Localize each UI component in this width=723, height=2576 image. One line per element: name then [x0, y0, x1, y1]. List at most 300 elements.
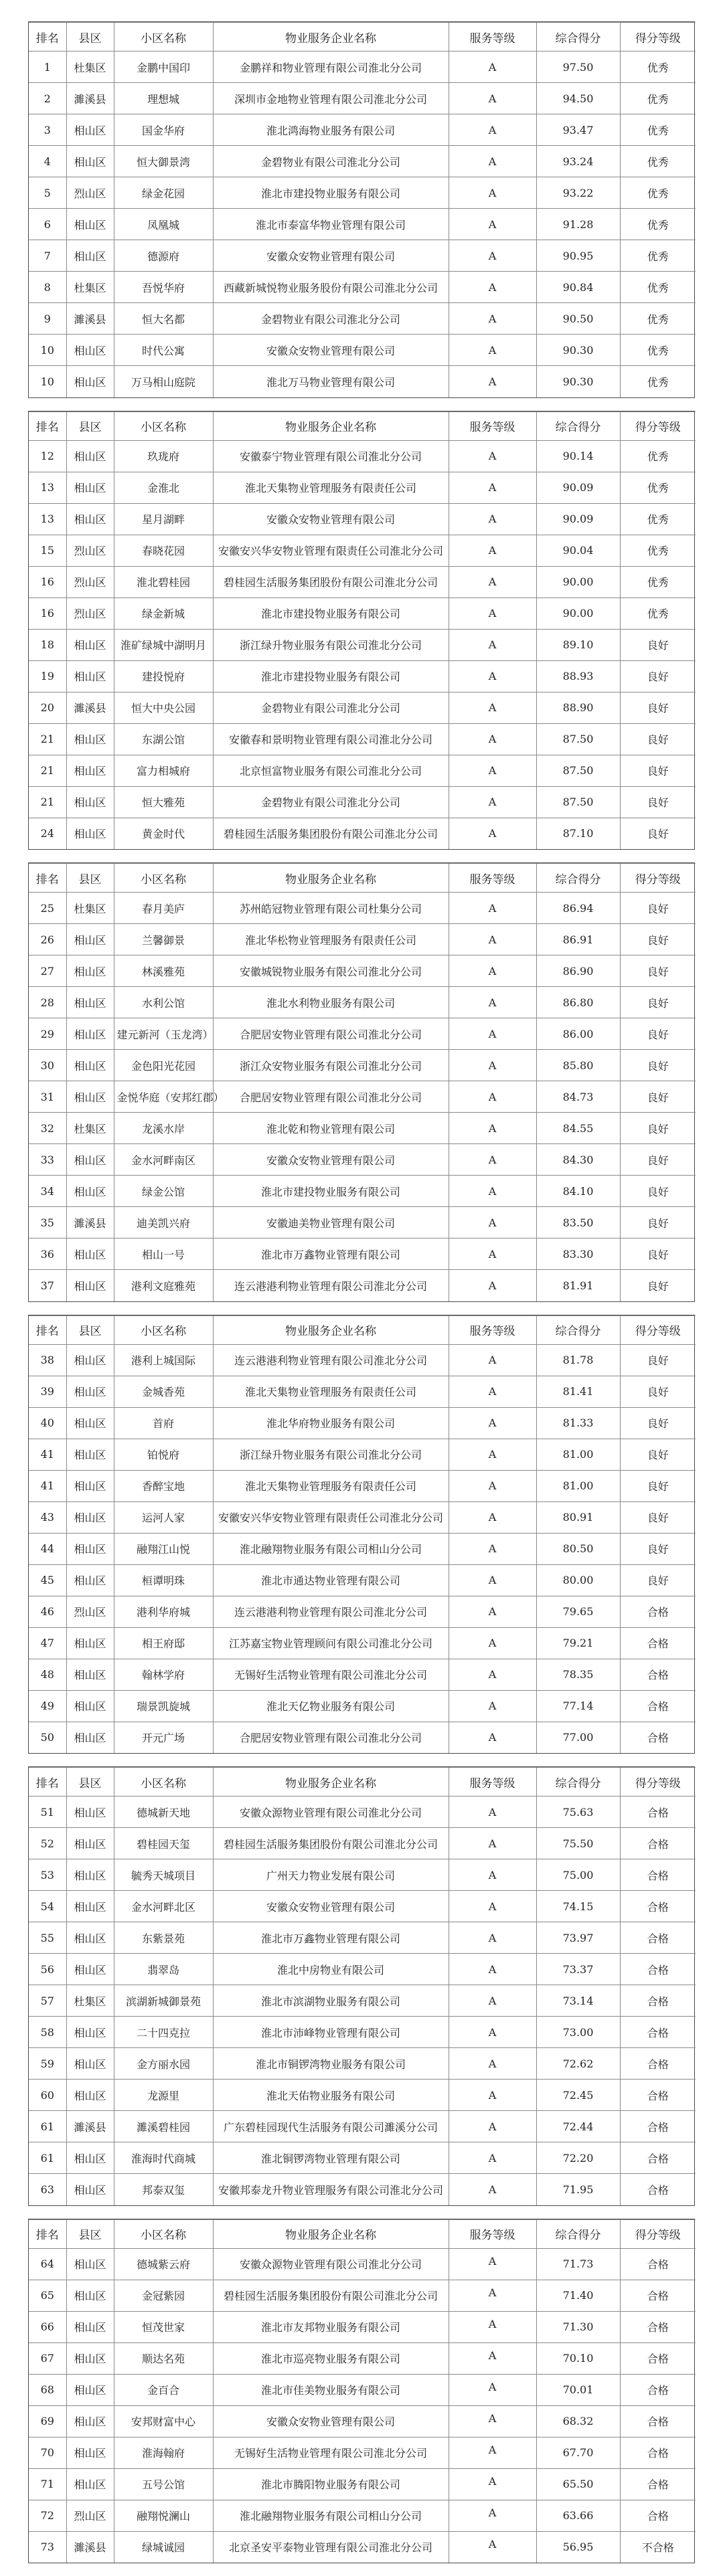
rank-cell: 26 — [29, 924, 66, 955]
property-company-cell: 安徽邦泰龙升物业管理服务有限公司淮北分公司 — [213, 2174, 449, 2205]
table-row — [29, 629, 696, 660]
community-name-cell: 恒茂世家 — [114, 2311, 213, 2342]
score-cell: 73.00 — [536, 2017, 620, 2048]
table-row — [29, 2437, 696, 2468]
community-name-cell: 春晓花园 — [114, 535, 213, 566]
community-name-cell: 德源府 — [114, 240, 213, 272]
table-row — [29, 1470, 696, 1501]
grade-cell: 合格 — [620, 2111, 696, 2142]
property-company-cell: 合肥居安物业管理有限公司淮北分公司 — [213, 1018, 449, 1050]
table-row — [29, 1376, 696, 1407]
district-cell: 相山区 — [66, 146, 114, 177]
grade-cell: 良好 — [620, 755, 696, 786]
district-cell: 相山区 — [66, 723, 114, 755]
service-level-cell: A — [449, 2048, 536, 2080]
score-cell: 87.50 — [536, 786, 620, 818]
score-cell: 70.10 — [536, 2342, 620, 2374]
header-community-name: 小区名称 — [114, 1768, 213, 1797]
service-level-cell: A — [449, 1081, 536, 1113]
community-name-cell: 恒大中央公园 — [114, 692, 213, 723]
header-community-name: 小区名称 — [114, 864, 213, 893]
service-level-cell: A — [449, 472, 536, 503]
ranking-table — [29, 863, 696, 1301]
rank-cell: 12 — [29, 440, 66, 472]
property-company-cell: 淮北市建投物业服务有限公司 — [213, 177, 449, 209]
service-level-cell: A — [449, 1690, 536, 1722]
header-grade: 得分等级 — [620, 1768, 696, 1797]
community-name-cell: 金百合 — [114, 2374, 213, 2405]
district-cell: 濉溪县 — [66, 2111, 114, 2142]
grade-cell: 优秀 — [620, 566, 696, 597]
district-cell: 相山区 — [66, 1238, 114, 1270]
grade-cell: 良好 — [620, 660, 696, 692]
property-company-cell: 安徽众安物业管理有限公司 — [213, 335, 449, 366]
property-company-cell: 淮北天集物业管理服务有限责任公司 — [213, 1470, 449, 1501]
property-company-cell: 金鹏祥和物业管理有限公司淮北分公司 — [213, 52, 449, 83]
table-row — [29, 755, 696, 786]
grade-cell: 优秀 — [620, 440, 696, 472]
district-cell: 相山区 — [66, 440, 114, 472]
service-level-cell: A — [449, 52, 536, 83]
community-name-cell: 黄金时代 — [114, 818, 213, 849]
community-name-cell: 迪美凯兴府 — [114, 1207, 213, 1238]
property-company-cell: 淮北天亿物业服务有限公司 — [213, 1690, 449, 1722]
score-cell: 87.10 — [536, 818, 620, 849]
score-cell: 72.62 — [536, 2048, 620, 2080]
rank-cell: 32 — [29, 1113, 66, 1144]
district-cell: 相山区 — [66, 1470, 114, 1501]
table-row — [29, 1144, 696, 1176]
score-cell: 67.70 — [536, 2437, 620, 2468]
property-company-cell: 安徽众源物业管理有限公司淮北分公司 — [213, 2248, 449, 2280]
service-level-cell: A — [449, 692, 536, 723]
district-cell: 相山区 — [66, 1564, 114, 1596]
community-name-cell: 星月湖畔 — [114, 503, 213, 535]
service-level-cell: A — [449, 2308, 536, 2340]
district-cell: 相山区 — [66, 1533, 114, 1564]
service-level-cell: A — [449, 1659, 536, 1690]
service-level-cell: A — [449, 1407, 536, 1439]
rank-cell: 64 — [29, 2248, 66, 2280]
district-cell: 相山区 — [66, 209, 114, 240]
property-company-cell: 淮北市腾阳物业服务有限公司 — [213, 2468, 449, 2500]
grade-cell: 合格 — [620, 1828, 696, 1859]
community-name-cell: 安邦财富中心 — [114, 2405, 213, 2437]
table-section — [28, 862, 695, 1302]
grade-cell: 合格 — [620, 2248, 696, 2280]
rank-cell: 73 — [29, 2531, 66, 2563]
table-row — [29, 924, 696, 955]
service-level-cell: A — [449, 597, 536, 629]
property-company-cell: 安徽安兴华安物业管理有限责任公司淮北分公司 — [213, 535, 449, 566]
service-level-cell: A — [449, 303, 536, 335]
community-name-cell: 融翔悦澜山 — [114, 2500, 213, 2531]
service-level-cell: A — [449, 786, 536, 818]
service-level-cell: A — [449, 1828, 536, 1859]
district-cell: 相山区 — [66, 2437, 114, 2468]
grade-cell: 优秀 — [620, 83, 696, 114]
district-cell: 杜集区 — [66, 1113, 114, 1144]
community-name-cell: 港利上城国际 — [114, 1344, 213, 1376]
table-row — [29, 1018, 696, 1050]
table-row — [29, 2531, 696, 2563]
district-cell: 相山区 — [66, 2374, 114, 2405]
grade-cell: 良好 — [620, 987, 696, 1018]
table-row — [29, 535, 696, 566]
table-row — [29, 2311, 696, 2342]
score-cell: 94.50 — [536, 83, 620, 114]
district-cell: 杜集区 — [66, 1985, 114, 2017]
table-row — [29, 1564, 696, 1596]
rank-cell: 9 — [29, 303, 66, 335]
property-company-cell: 淮北市佳美物业服务有限公司 — [213, 2374, 449, 2405]
district-cell: 相山区 — [66, 1828, 114, 1859]
header-score: 综合得分 — [536, 1768, 620, 1797]
header-district: 县区 — [66, 411, 114, 440]
district-cell: 濉溪县 — [66, 1207, 114, 1238]
grade-cell: 合格 — [620, 2468, 696, 2500]
service-level-cell: A — [449, 2434, 536, 2466]
table-row — [29, 1207, 696, 1238]
district-cell: 相山区 — [66, 1859, 114, 1891]
service-level-cell: A — [449, 1439, 536, 1470]
rank-cell: 13 — [29, 472, 66, 503]
community-name-cell: 金悦华庭（安邦红郡） — [114, 1081, 213, 1113]
header-grade: 得分等级 — [620, 864, 696, 893]
table-row — [29, 2017, 696, 2048]
score-cell: 79.65 — [536, 1596, 620, 1627]
community-name-cell: 绿金花园 — [114, 177, 213, 209]
grade-cell: 良好 — [620, 818, 696, 849]
service-level-cell: A — [449, 177, 536, 209]
table-row — [29, 818, 696, 849]
header-district: 县区 — [66, 1315, 114, 1344]
district-cell: 烈山区 — [66, 535, 114, 566]
service-level-cell: A — [449, 1376, 536, 1407]
district-cell: 相山区 — [66, 2142, 114, 2174]
service-level-cell: A — [449, 2466, 536, 2497]
table-row — [29, 1627, 696, 1659]
district-cell: 相山区 — [66, 924, 114, 955]
table-row — [29, 2500, 696, 2531]
service-level-cell: A — [449, 924, 536, 955]
ranking-table — [29, 411, 696, 850]
grade-cell: 合格 — [620, 2500, 696, 2531]
table-row — [29, 272, 696, 303]
score-cell: 73.37 — [536, 1954, 620, 1985]
grade-cell: 优秀 — [620, 146, 696, 177]
property-company-cell: 淮北市建投物业服务有限公司 — [213, 597, 449, 629]
table-row — [29, 2468, 696, 2500]
table-row — [29, 1690, 696, 1722]
grade-cell: 合格 — [620, 1891, 696, 1922]
ranking-table — [29, 2219, 696, 2563]
district-cell: 相山区 — [66, 755, 114, 786]
header-rank: 排名 — [29, 2219, 66, 2248]
table-row — [29, 52, 696, 83]
score-cell: 90.00 — [536, 597, 620, 629]
district-cell: 相山区 — [66, 1344, 114, 1376]
property-company-cell: 金碧物业有限公司淮北分公司 — [213, 692, 449, 723]
score-cell: 90.09 — [536, 472, 620, 503]
property-company-cell: 碧桂园生活服务集团股份有限公司淮北分公司 — [213, 818, 449, 849]
rank-cell: 21 — [29, 723, 66, 755]
grade-cell: 良好 — [620, 1407, 696, 1439]
score-cell: 81.41 — [536, 1376, 620, 1407]
grade-cell: 优秀 — [620, 52, 696, 83]
rank-cell: 20 — [29, 692, 66, 723]
property-company-cell: 无锡好生活物业管理有限公司淮北分公司 — [213, 2437, 449, 2468]
score-cell: 78.35 — [536, 1659, 620, 1690]
community-name-cell: 香醉宝地 — [114, 1470, 213, 1501]
score-cell: 68.32 — [536, 2405, 620, 2437]
rank-cell: 59 — [29, 2048, 66, 2080]
property-company-cell: 安徽城锐物业服务有限公司淮北分公司 — [213, 955, 449, 987]
score-cell: 90.84 — [536, 272, 620, 303]
rank-cell: 50 — [29, 1722, 66, 1753]
table-row — [29, 1439, 696, 1470]
service-level-cell: A — [449, 440, 536, 472]
rank-cell: 16 — [29, 566, 66, 597]
header-district: 县区 — [66, 2219, 114, 2248]
score-cell: 90.14 — [536, 440, 620, 472]
property-company-cell: 淮北市建投物业服务有限公司 — [213, 1176, 449, 1207]
rank-cell: 41 — [29, 1470, 66, 1501]
property-company-cell: 碧桂园生活服务集团股份有限公司淮北分公司 — [213, 1828, 449, 1859]
community-name-cell: 相王府邸 — [114, 1627, 213, 1659]
rank-cell: 10 — [29, 335, 66, 366]
service-level-cell: A — [449, 1176, 536, 1207]
table-row — [29, 1344, 696, 1376]
rank-cell: 69 — [29, 2405, 66, 2437]
property-company-cell: 合肥居安物业管理有限公司淮北分公司 — [213, 1722, 449, 1753]
table-row — [29, 472, 696, 503]
district-cell: 相山区 — [66, 786, 114, 818]
table-row — [29, 2080, 696, 2111]
score-cell: 84.30 — [536, 1144, 620, 1176]
grade-cell: 合格 — [620, 2174, 696, 2205]
community-name-cell: 万马相山庭院 — [114, 366, 213, 397]
score-cell: 91.28 — [536, 209, 620, 240]
table-row — [29, 660, 696, 692]
table-row — [29, 2405, 696, 2437]
score-cell: 65.50 — [536, 2468, 620, 2500]
district-cell: 相山区 — [66, 2405, 114, 2437]
rank-cell: 55 — [29, 1922, 66, 1954]
grade-cell: 优秀 — [620, 503, 696, 535]
rank-cell: 21 — [29, 786, 66, 818]
score-cell: 89.10 — [536, 629, 620, 660]
service-level-cell: A — [449, 2497, 536, 2528]
rank-cell: 30 — [29, 1050, 66, 1081]
header-community-name: 小区名称 — [114, 1315, 213, 1344]
header-rank: 排名 — [29, 411, 66, 440]
service-level-cell: A — [449, 755, 536, 786]
district-cell: 相山区 — [66, 2080, 114, 2111]
community-name-cell: 顺达名苑 — [114, 2342, 213, 2374]
rank-cell: 4 — [29, 146, 66, 177]
service-level-cell: A — [449, 566, 536, 597]
score-cell: 88.90 — [536, 692, 620, 723]
grade-cell: 合格 — [620, 2280, 696, 2311]
grade-cell: 优秀 — [620, 303, 696, 335]
community-name-cell: 玖珑府 — [114, 440, 213, 472]
score-cell: 75.63 — [536, 1797, 620, 1828]
score-cell: 70.01 — [536, 2374, 620, 2405]
district-cell: 相山区 — [66, 1144, 114, 1176]
score-cell: 97.50 — [536, 52, 620, 83]
district-cell: 相山区 — [66, 2174, 114, 2205]
rank-cell: 8 — [29, 272, 66, 303]
score-cell: 84.10 — [536, 1176, 620, 1207]
service-level-cell: A — [449, 1627, 536, 1659]
community-name-cell: 淮矿绿城中湖明月 — [114, 629, 213, 660]
ranking-document — [28, 21, 695, 2576]
rank-cell: 57 — [29, 1985, 66, 2017]
table-row — [29, 1859, 696, 1891]
rank-cell: 61 — [29, 2111, 66, 2142]
header-district: 县区 — [66, 1768, 114, 1797]
community-name-cell: 建投悦府 — [114, 660, 213, 692]
service-level-cell: A — [449, 987, 536, 1018]
district-cell: 相山区 — [66, 1176, 114, 1207]
rank-cell: 13 — [29, 503, 66, 535]
property-company-cell: 江苏嘉宝物业管理顾问有限公司淮北分公司 — [213, 1627, 449, 1659]
service-level-cell: A — [449, 660, 536, 692]
community-name-cell: 濉溪碧桂园 — [114, 2111, 213, 2142]
rank-cell: 56 — [29, 1954, 66, 1985]
grade-cell: 良好 — [620, 1176, 696, 1207]
grade-cell: 合格 — [620, 2374, 696, 2405]
rank-cell: 51 — [29, 1797, 66, 1828]
grade-cell: 合格 — [620, 1690, 696, 1722]
rank-cell: 68 — [29, 2374, 66, 2405]
rank-cell: 49 — [29, 1690, 66, 1722]
property-company-cell: 安徽安兴华安物业管理有限责任公司淮北分公司 — [213, 1501, 449, 1533]
community-name-cell: 东紫景苑 — [114, 1922, 213, 1954]
grade-cell: 合格 — [620, 2311, 696, 2342]
score-cell: 90.50 — [536, 303, 620, 335]
grade-cell: 合格 — [620, 1859, 696, 1891]
score-cell: 90.09 — [536, 503, 620, 535]
score-cell: 74.15 — [536, 1891, 620, 1922]
district-cell: 烈山区 — [66, 177, 114, 209]
table-row — [29, 1270, 696, 1301]
property-company-cell: 淮北市万鑫物业管理有限公司 — [213, 1922, 449, 1954]
rank-cell: 5 — [29, 177, 66, 209]
community-name-cell: 龙溪水岸 — [114, 1113, 213, 1144]
rank-cell: 38 — [29, 1344, 66, 1376]
rank-cell: 1 — [29, 52, 66, 83]
table-row — [29, 2174, 696, 2205]
property-company-cell: 淮北市友邦物业服务有限公司 — [213, 2311, 449, 2342]
grade-cell: 优秀 — [620, 240, 696, 272]
service-level-cell: A — [449, 335, 536, 366]
service-level-cell: A — [449, 1344, 536, 1376]
header-score: 综合得分 — [536, 1315, 620, 1344]
header-grade: 得分等级 — [620, 2219, 696, 2248]
community-name-cell: 金淮北 — [114, 472, 213, 503]
community-name-cell: 淮海时代商城 — [114, 2142, 213, 2174]
table-row — [29, 1797, 696, 1828]
grade-cell: 合格 — [620, 1659, 696, 1690]
table-section — [28, 21, 695, 398]
property-company-cell: 碧桂园生活服务集团股份有限公司淮北分公司 — [213, 566, 449, 597]
grade-cell: 优秀 — [620, 535, 696, 566]
property-company-cell: 安徽众安物业管理有限公司 — [213, 240, 449, 272]
property-company-cell: 淮北天佑物业服务有限公司 — [213, 2080, 449, 2111]
community-name-cell: 建元新河（玉龙湾） — [114, 1018, 213, 1050]
community-name-cell: 金冠紫园 — [114, 2280, 213, 2311]
grade-cell: 良好 — [620, 786, 696, 818]
service-level-cell: A — [449, 723, 536, 755]
rank-cell: 67 — [29, 2342, 66, 2374]
rank-cell: 7 — [29, 240, 66, 272]
service-level-cell: A — [449, 2277, 536, 2308]
header-service-level: 服务等级 — [449, 23, 536, 52]
district-cell: 相山区 — [66, 366, 114, 397]
score-cell: 81.00 — [536, 1439, 620, 1470]
district-cell: 相山区 — [66, 1376, 114, 1407]
rank-cell: 25 — [29, 893, 66, 924]
property-company-cell: 淮北鸿海物业服务有限公司 — [213, 114, 449, 146]
score-cell: 71.73 — [536, 2248, 620, 2280]
rank-cell: 35 — [29, 1207, 66, 1238]
table-row — [29, 146, 696, 177]
service-level-cell: A — [449, 2142, 536, 2174]
rank-cell: 48 — [29, 1659, 66, 1690]
rank-cell: 6 — [29, 209, 66, 240]
property-company-cell: 无锡好生活物业管理有限公司淮北分公司 — [213, 1659, 449, 1690]
table-section — [28, 1315, 695, 1754]
district-cell: 相山区 — [66, 955, 114, 987]
district-cell: 相山区 — [66, 629, 114, 660]
community-name-cell: 东湖公馆 — [114, 723, 213, 755]
service-level-cell: A — [449, 366, 536, 397]
rank-cell: 41 — [29, 1439, 66, 1470]
table-row — [29, 240, 696, 272]
grade-cell: 合格 — [620, 2437, 696, 2468]
ranking-table — [29, 1315, 696, 1754]
grade-cell: 良好 — [620, 1344, 696, 1376]
grade-cell: 合格 — [620, 2048, 696, 2080]
table-row — [29, 1828, 696, 1859]
grade-cell: 良好 — [620, 1533, 696, 1564]
community-name-cell: 恒大雅苑 — [114, 786, 213, 818]
community-name-cell: 港利文庭雅苑 — [114, 1270, 213, 1301]
service-level-cell: A — [449, 209, 536, 240]
service-level-cell: A — [449, 818, 536, 849]
score-cell: 72.20 — [536, 2142, 620, 2174]
grade-cell: 优秀 — [620, 114, 696, 146]
property-company-cell: 北京圣安平泰物业管理有限公司淮北分公司 — [213, 2531, 449, 2563]
service-level-cell: A — [449, 503, 536, 535]
property-company-cell: 苏州皓冠物业管理有限公司杜集分公司 — [213, 893, 449, 924]
rank-cell: 16 — [29, 597, 66, 629]
grade-cell: 良好 — [620, 1144, 696, 1176]
header-score: 综合得分 — [536, 864, 620, 893]
property-company-cell: 淮北铜锣湾物业管理有限公司 — [213, 2142, 449, 2174]
rank-cell: 58 — [29, 2017, 66, 2048]
score-cell: 83.30 — [536, 1238, 620, 1270]
score-cell: 93.24 — [536, 146, 620, 177]
community-name-cell: 淮北碧桂园 — [114, 566, 213, 597]
district-cell: 相山区 — [66, 2342, 114, 2374]
score-cell: 77.14 — [536, 1690, 620, 1722]
community-name-cell: 兰馨御景 — [114, 924, 213, 955]
property-company-cell: 淮北华府物业服务有限公司 — [213, 1407, 449, 1439]
score-cell: 93.22 — [536, 177, 620, 209]
